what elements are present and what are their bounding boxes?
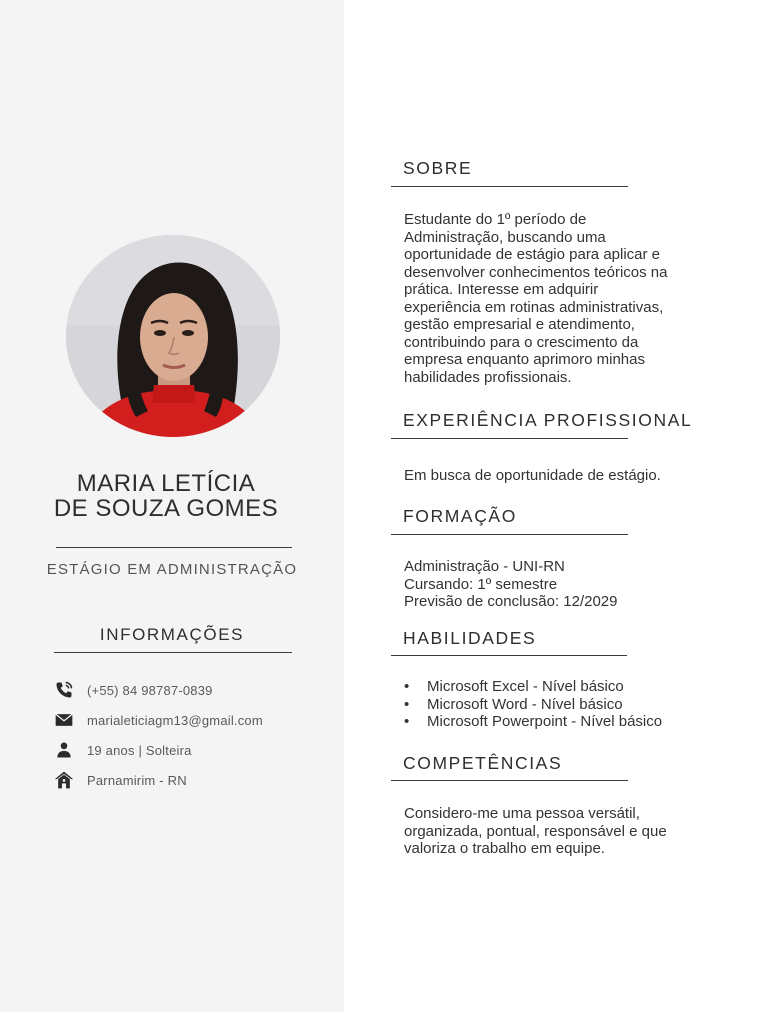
- info-heading: INFORMAÇÕES: [99, 625, 245, 644]
- job-title: ESTÁGIO EM ADMINISTRAÇÃO: [46, 561, 298, 578]
- section-title-formacao: FORMAÇÃO: [403, 506, 517, 526]
- competencias-line: Considero-me uma pessoa versátil,: [404, 805, 640, 822]
- section-title-sobre: SOBRE: [403, 158, 473, 178]
- home-icon: [52, 769, 76, 791]
- info-divider: [54, 652, 292, 653]
- formacao-divider: [391, 534, 628, 535]
- info-phone: [52, 679, 213, 701]
- skill-text: Microsoft Powerpoint - Nível básico: [427, 713, 663, 730]
- sidebar: [0, 0, 344, 1012]
- person-icon: [52, 739, 76, 761]
- section-title-competencias: COMPETÊNCIAS: [403, 753, 563, 773]
- experiencia-text: [404, 467, 734, 485]
- sobre-divider: [391, 186, 628, 187]
- formacao-line: Administração - UNI-RN: [404, 558, 565, 575]
- sobre-line: experiência em rotinas administrativas,: [404, 298, 664, 316]
- info-email: [52, 709, 263, 731]
- mail-icon: [52, 709, 76, 731]
- competencias-divider: [391, 780, 628, 781]
- sobre-text: [404, 211, 724, 386]
- list-item: [404, 678, 662, 696]
- sobre-line: habilidades profissionais.: [404, 368, 572, 386]
- profile-photo: [66, 235, 280, 437]
- competencias-line: valoriza o trabalho em equipe.: [404, 840, 605, 857]
- competencias-line: organizada, pontual, responsável e que: [404, 822, 667, 840]
- info-age: [52, 739, 192, 761]
- competencias-text: [404, 805, 724, 858]
- location-text: Parnamirim - RN: [87, 772, 187, 788]
- full-name-line-1: MARIA LETÍCIA: [76, 470, 256, 497]
- experiencia-line: Em busca de oportunidade de estágio.: [404, 467, 661, 484]
- skill-text: Microsoft Word - Nível básico: [427, 695, 623, 713]
- section-title-experiencia: EXPERIÊNCIA PROFISSIONAL: [403, 410, 693, 430]
- name-divider: [56, 547, 292, 548]
- bullet: •: [404, 695, 410, 713]
- sobre-line: prática. Interesse em adquirir: [404, 281, 599, 298]
- full-name-line-2: DE SOUZA GOMES: [53, 495, 279, 522]
- sobre-line: desenvolver conhecimentos teóricos na: [404, 263, 668, 281]
- formacao-line: Previsão de conclusão: 12/2029: [404, 593, 618, 610]
- phone-text: (+55) 84 98787-0839: [87, 682, 213, 698]
- formacao-text: [404, 558, 724, 611]
- sobre-line: Administração, buscando uma: [404, 228, 606, 246]
- age-text: 19 anos | Solteira: [87, 742, 192, 758]
- skills-list: [404, 678, 662, 731]
- habilidades-divider: [391, 655, 627, 656]
- email-text: marialeticiagm13@gmail.com: [87, 712, 263, 728]
- section-title-habilidades: HABILIDADES: [403, 628, 537, 648]
- bullet: •: [404, 678, 410, 695]
- list-item: [404, 713, 662, 731]
- sobre-line: contribuindo para o crescimento da: [404, 333, 639, 351]
- phone-icon: [52, 679, 76, 701]
- experiencia-divider: [391, 438, 628, 439]
- portrait-image: [66, 235, 280, 437]
- formacao-line: Cursando: 1º semestre: [404, 575, 558, 593]
- skill-text: Microsoft Excel - Nível básico: [427, 678, 624, 695]
- bullet: •: [404, 713, 410, 730]
- sobre-line: empresa enquanto aprimoro minhas: [404, 351, 645, 368]
- sobre-line: oportunidade de estágio para aplicar e: [404, 246, 661, 263]
- info-location: [52, 769, 187, 791]
- list-item: [404, 696, 662, 714]
- sobre-line: gestão empresarial e atendimento,: [404, 316, 635, 333]
- sobre-line: Estudante do 1º período de: [404, 211, 587, 228]
